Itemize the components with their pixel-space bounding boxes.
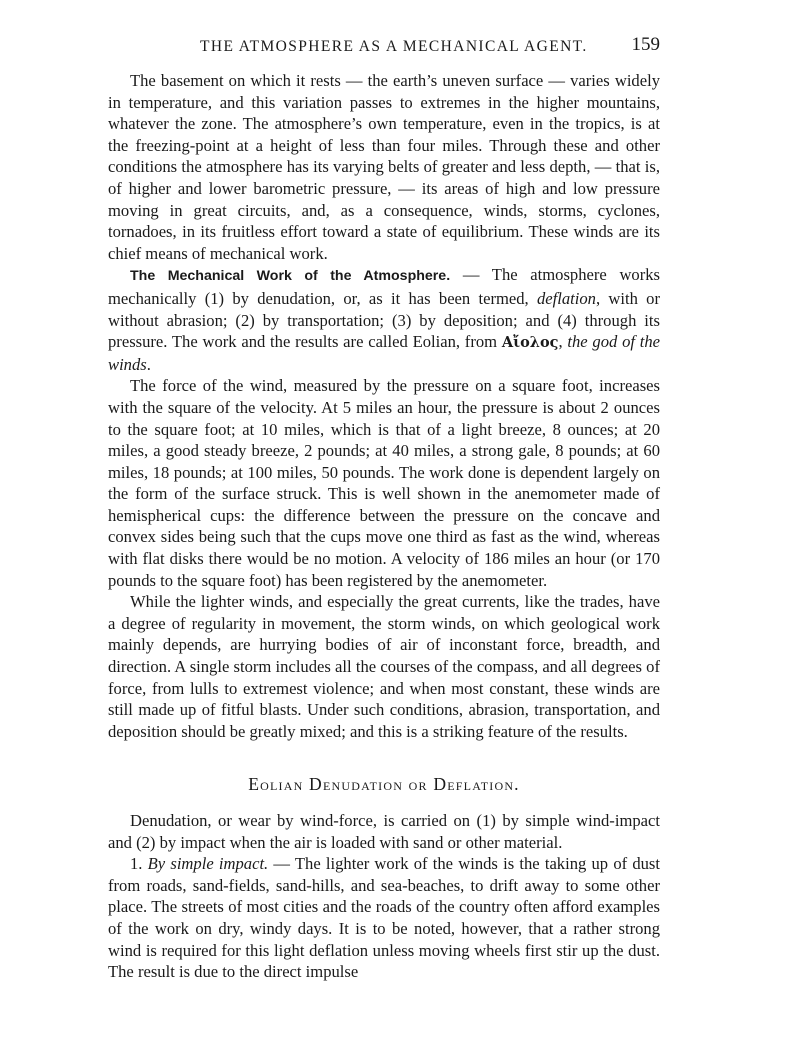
- run-in-heading: The Mechanical Work of the Atmosphere.: [130, 268, 451, 285]
- list-number: 1.: [130, 854, 148, 874]
- paragraph-text: — The lighter work of the winds is the taking up of dust from roads, sand-fields, sand-hills, and sea-beaches, to drift away to some other place. The streets of most cities and the roads of the country often afford examples of the work on dry, windy days. It is to be noted, however, that a rather strong wind is required for this light deflation unless moving wheels first stir up the dust. The result is due to the direct impulse: [108, 854, 661, 982]
- paragraph: [108, 853, 660, 983]
- page-body: [108, 70, 660, 983]
- running-title: THE ATMOSPHERE AS A MECHANICAL AGENT.: [200, 38, 588, 55]
- paragraph: The force of the wind, measured by the pressure on a square foot, increases with the square of the velocity. At 5 miles an hour, the pressure is about 2 ounces to the square foot; at 10 miles, which is that of a light breeze, 8 ounces; at 20 miles, a good steady breeze, 2 pounds; at 40 miles, a strong gale, 8 pounds; at 60 miles, 18 pounds; at 100 miles, 50 pounds. The work done is dependent largely on the form of the surface struck. This is well shown in the anemometer made of hemispherical cups: the difference between the pressure on the concave and convex sides being such that the cups move one third as fast as the wind, whereas with flat disks there would be no motion. A velocity of 186 miles an hour (or 170 pounds to the square foot) has been registered by the anemometer.: [108, 376, 660, 590]
- paragraph-text: , with or without abrasion; (2) by transportation; (3) by deposition; and (4) through its pressure. The work and the results are called Eolian, from: [108, 288, 660, 352]
- paragraph-text: ,: [558, 332, 568, 352]
- paragraph: The basement on which it rests — the earth’s uneven surface — varies widely in temperature, and this variation passes to extremes in the higher mountains, whatever the zone. The atmosphere’s own temperature, even in the tropics, is at the freezing-point at a height of less than four miles. Through these and other conditions the atmosphere has its varying belts of greater and less depth, — that is, of higher and lower barometric pressure, — its areas of high and low pressure moving in great circuits, and, as a consequence, winds, storms, cyclones, tornadoes, in its fruitless effort toward a state of equilibrium. These winds are its chief means of mechanical work.: [108, 71, 660, 263]
- paragraph: Denudation, or wear by wind-force, is carried on (1) by simple wind-impact and (2) by impact when the air is loaded with sand or other material.: [108, 811, 660, 852]
- paragraph: While the lighter winds, and especially the great currents, like the trades, have a degree of regularity in movement, the storm winds, on which geological work mainly depends, are hurrying bodies of air of inconstant force, breadth, and direction. A single storm includes all the courses of the compass, and all degrees of force, from lulls to extremest violence; and when most constant, these winds are still made up of fitful blasts. Under such conditions, abrasion, transportation, and deposition should be greatly mixed; and this is a striking feature of the results.: [108, 592, 660, 741]
- paragraph: [108, 264, 660, 375]
- greek-word: Αἴολος: [501, 334, 559, 352]
- section-heading: Eolian Denudation or Deflation.: [248, 774, 520, 795]
- italic-term: deflation: [536, 288, 596, 308]
- italic-term: the god of the winds: [108, 332, 661, 374]
- italic-subheading: By simple impact.: [147, 854, 269, 874]
- paragraph-text: .: [146, 354, 151, 374]
- page-header: [108, 34, 660, 62]
- page-number: 159: [631, 34, 660, 55]
- paragraph-text: — The atmosphere works mechanically (1) by denudation, or, as it has been termed,: [108, 265, 661, 308]
